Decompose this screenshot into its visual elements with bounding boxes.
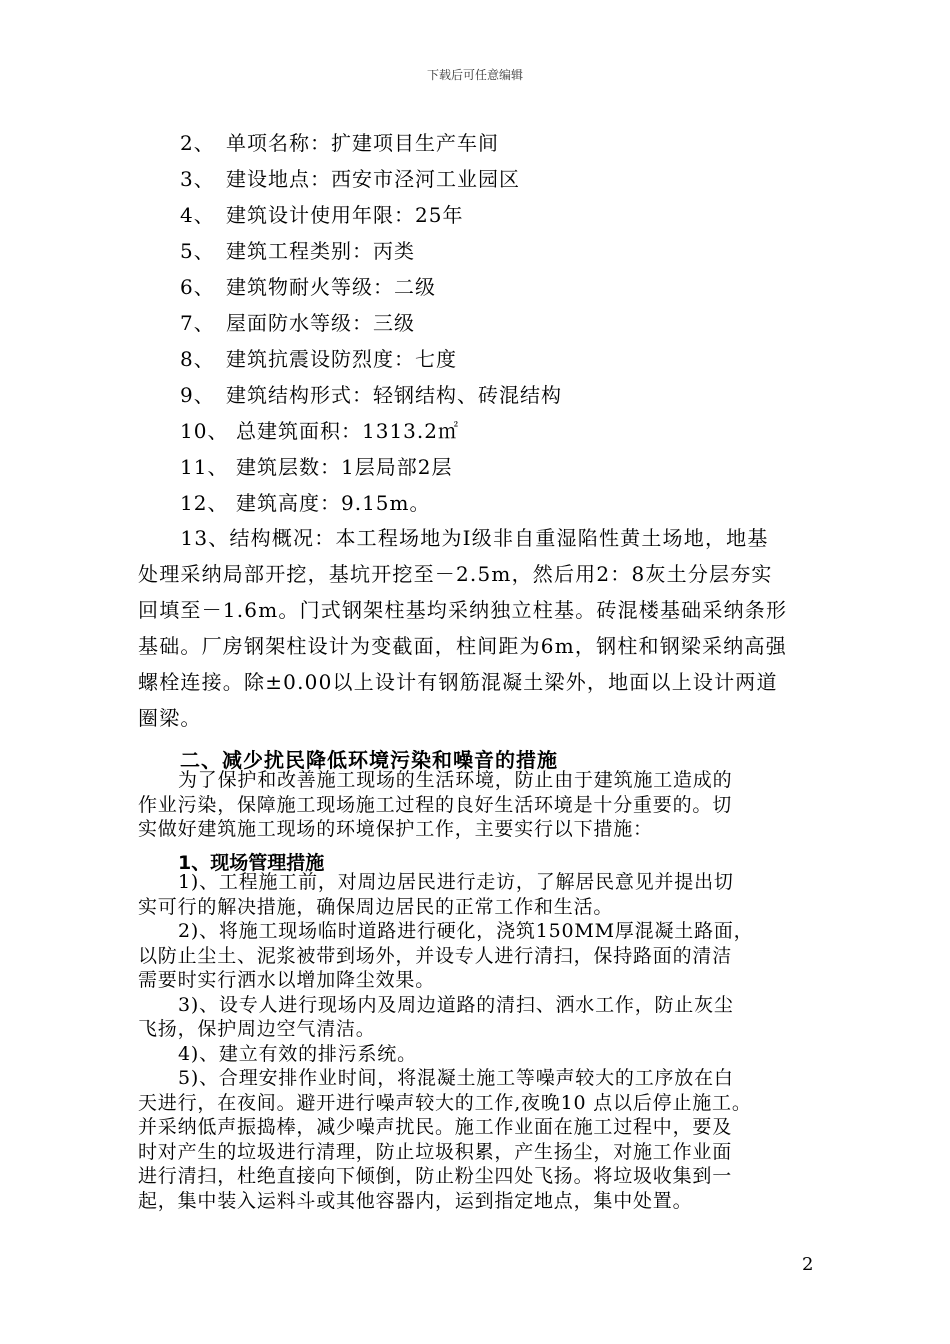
text-line: 以防止尘土、泥浆被带到场外，并设专人进行清扫，保持路面的清洁 bbox=[138, 944, 733, 967]
list-item-number: 6、 bbox=[180, 275, 215, 299]
text-line: 13、结构概况：本工程场地为Ⅰ级非自重湿陷性黄土场地，地基 bbox=[138, 526, 769, 550]
list-item-text: 建筑高度：9.15m。 bbox=[236, 491, 431, 515]
text-line: 飞扬，保护周边空气清洁。 bbox=[138, 1018, 376, 1040]
page-header: 下载后可任意编辑 bbox=[426, 68, 523, 82]
list-item-text: 建筑设计使用年限：25年 bbox=[226, 203, 464, 227]
list-item-number: 5、 bbox=[180, 239, 215, 263]
list-item-text: 建筑抗震设防烈度：七度 bbox=[226, 347, 457, 371]
text-line: 基础。厂房钢架柱设计为变截面，柱间距为6m，钢柱和钢梁采纳高强 bbox=[138, 634, 787, 658]
text-line: 3)、设专人进行现场内及周边道路的清扫、洒水工作，防止灰尘 bbox=[178, 993, 734, 1016]
list-item-number: 7、 bbox=[180, 311, 215, 335]
text-line: 并采纳低声振捣棒，减少噪声扰民。施工作业面在施工过程中，要及 bbox=[138, 1116, 733, 1138]
text-line: 为了保护和改善施工现场的生活环境，防止由于建筑施工造成的 bbox=[178, 769, 733, 791]
page-number: 2 bbox=[802, 1254, 814, 1275]
text-line: 进行清扫，杜绝直接向下倾倒，防止粉尘四处飞扬。将垃圾收集到一 bbox=[138, 1165, 733, 1187]
list-item bbox=[180, 307, 415, 336]
list-item-number: 10、 bbox=[180, 419, 229, 443]
list-item bbox=[180, 415, 459, 444]
list-item-number: 12、 bbox=[180, 491, 229, 515]
text-line: 实做好建筑施工现场的环境保护工作，主要实行以下措施： bbox=[138, 818, 653, 840]
list-item-text: 建设地点：西安市泾河工业园区 bbox=[226, 167, 520, 191]
list-item-text: 总建筑面积：1313.2㎡ bbox=[236, 419, 459, 443]
list-item-text: 建筑结构形式：轻钢结构、砖混结构 bbox=[226, 383, 562, 407]
list-item bbox=[180, 235, 415, 264]
list-item bbox=[180, 379, 562, 408]
text-line: 实可行的解决措施，确保周边居民的正常工作和生活。 bbox=[138, 895, 614, 918]
subsection-title: 1、现场管理措施 bbox=[178, 852, 325, 874]
list-item bbox=[180, 127, 499, 156]
measures-paragraphs bbox=[138, 870, 828, 1213]
text-line: 作业污染，保障施工现场施工过程的良好生活环境是十分重要的。切 bbox=[138, 793, 733, 816]
text-line: 需要时实行洒水以增加降尘效果。 bbox=[138, 969, 436, 991]
list-item-number: 2、 bbox=[180, 131, 215, 155]
text-line: 1)、工程施工前，对周边居民进行走访，了解居民意见并提出切 bbox=[178, 871, 734, 893]
text-line: 起，集中装入运料斗或其他容器内，运到指定地点，集中处置。 bbox=[138, 1189, 693, 1212]
list-item-text: 单项名称：扩建项目生产车间 bbox=[226, 131, 499, 155]
list-item-text: 建筑工程类别：丙类 bbox=[226, 239, 415, 263]
section-title: 二、减少扰民降低环境污染和噪音的措施 bbox=[180, 748, 558, 772]
list-item-number: 9、 bbox=[180, 383, 215, 407]
list-item-text: 建筑物耐火等级：二级 bbox=[226, 275, 436, 299]
list-item bbox=[180, 271, 436, 300]
text-line: 5)、合理安排作业时间，将混凝土施工等噪声较大的工序放在白 bbox=[178, 1067, 734, 1089]
text-line: 天进行，在夜间。避开进行噪声较大的工作,夜晚10 点以后停止施工。 bbox=[138, 1091, 752, 1114]
list-item-number: 4、 bbox=[180, 203, 215, 227]
list-item-text: 屋面防水等级：三级 bbox=[226, 311, 415, 335]
text-line: 螺栓连接。除±0.00以上设计有钢筋混凝土梁外，地面以上设计两道 bbox=[138, 670, 778, 694]
list-item-number: 8、 bbox=[180, 347, 215, 371]
list-item-number: 3、 bbox=[180, 167, 215, 191]
list-item bbox=[180, 343, 457, 372]
text-line: 回填至－1.6m。门式钢架柱基均采纳独立柱基。砖混楼基础采纳条形 bbox=[138, 598, 788, 622]
list-item bbox=[180, 451, 452, 480]
text-line: 2)、将施工现场临时道路进行硬化，浇筑150MM厚混凝土路面， bbox=[178, 920, 754, 942]
list-item-text: 建筑层数：1层局部2层 bbox=[236, 455, 453, 479]
structure-overview-paragraph bbox=[138, 520, 818, 736]
list-item-number: 11、 bbox=[180, 455, 229, 479]
intro-paragraph bbox=[138, 768, 828, 842]
list-item bbox=[180, 163, 520, 192]
list-item bbox=[180, 199, 463, 228]
text-line: 圈梁。 bbox=[138, 706, 202, 730]
list-item bbox=[180, 487, 431, 516]
text-line: 4)、建立有效的排污系统。 bbox=[178, 1042, 417, 1065]
text-line: 处理采纳局部开挖，基坑开挖至－2.5m，然后用2：8灰土分层夯实 bbox=[138, 562, 773, 586]
text-line: 时对产生的垃圾进行清理，防止垃圾积累，产生扬尘，对施工作业面 bbox=[138, 1140, 733, 1163]
